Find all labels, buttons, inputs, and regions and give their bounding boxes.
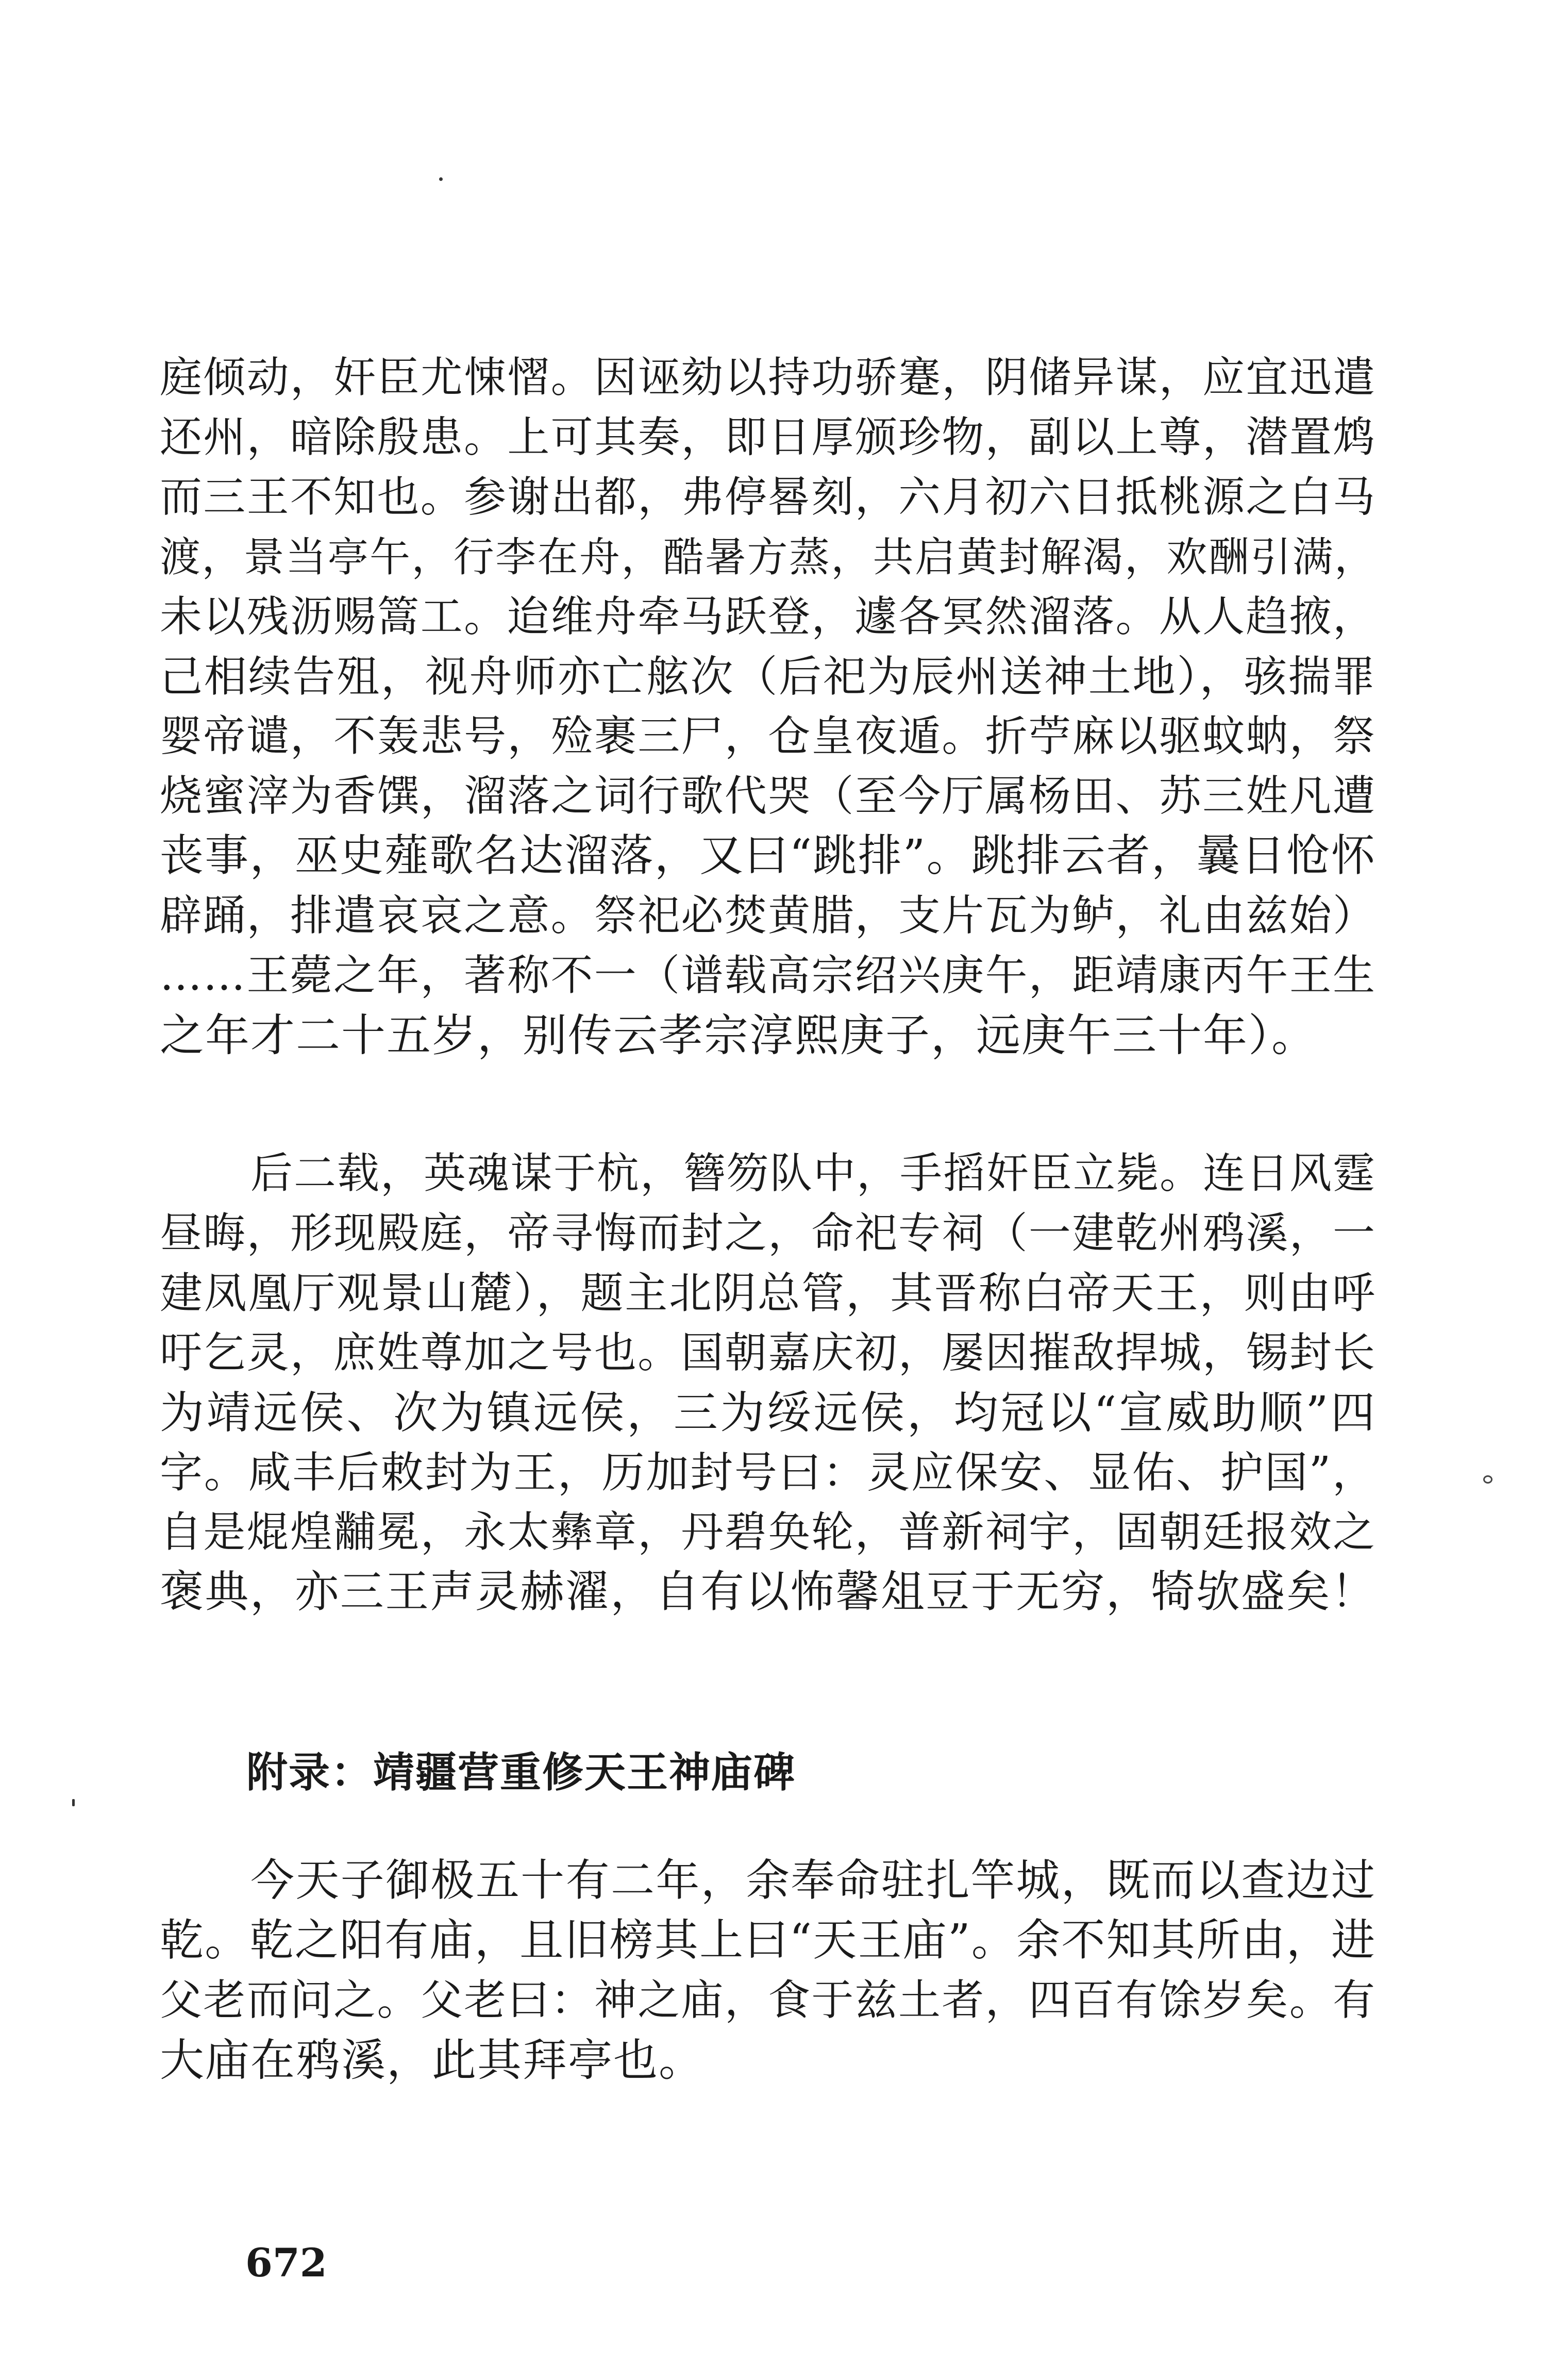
scan-speck xyxy=(72,1799,75,1806)
text-line: 渡，景当亭午，行李在舟，酷暑方蒸，共启黄封解渴，欢酬引满， xyxy=(160,534,1376,581)
text-line: 辟踊，排遣哀哀之意。祭祀必焚黄腊，支片瓦为鲈，礼由兹始） xyxy=(160,891,1376,940)
text-line: 未以残沥赐篙工。迨维舟牵马跃登，遽各冥然溜落。从人趋掖， xyxy=(160,592,1376,641)
text-line: 还州，暗除殷患。上可其奏，即日厚颁珍物，副以上尊，潜置鸩 xyxy=(160,413,1376,462)
text-line: 父老而问之。父老曰：神之庙，食于兹土者，四百有馀岁矣。有 xyxy=(160,1976,1376,2025)
text-line: 婴帝谴，不轰悲号，殓裹三尸，仓皇夜遁。折苧麻以驱蚊蚋，祭 xyxy=(160,712,1376,761)
text-line: 字。咸丰后敕封为王，历加封号曰：灵应保安、显佑、护国”， xyxy=(160,1447,1376,1497)
text-line: 褒典，亦三王声灵赫濯，自有以怖馨俎豆于无穷，犄欤盛矣！ xyxy=(160,1567,1376,1618)
page-number: 672 xyxy=(245,2240,327,2286)
text-line: 后二载，英魂谋于杭，簪笏队中，手搯奸臣立毙。连日风霆 xyxy=(250,1149,1377,1198)
text-line: 昼晦，形现殿庭，帝寻悔而封之，命祀专祠（一建乾州鸦溪，一 xyxy=(160,1209,1376,1258)
text-line: 之年才二十五岁，别传云孝宗淳熙庚子，远庚午三十年）。 xyxy=(160,1010,1317,1061)
text-line: 自是焜煌黼冕，永太彝章，丹碧奂轮，普新祠宇，固朝廷报效之 xyxy=(160,1508,1376,1557)
scan-speck xyxy=(439,177,443,181)
text-line: 乾。乾之阳有庙，且旧榜其上曰“天王庙”。余不知其所由，进 xyxy=(160,1915,1376,1966)
appendix-title: 附录：靖疆营重修天王神庙碑 xyxy=(246,1749,796,1796)
scan-speck xyxy=(1483,1475,1492,1484)
text-line: 烧蜜滓为香馔，溜落之词行歌代哭（至今厅属杨田、苏三姓凡遭 xyxy=(160,772,1376,821)
text-line: ……王薨之年，著称不一（谱载高宗绍兴庚午，距靖康丙午王生 xyxy=(160,951,1376,1000)
text-line: 大庙在鸦溪，此其拜亭也。 xyxy=(160,2035,704,2086)
text-line: 而三王不知也。参谢出都，弗停晷刻，六月初六日抵桃源之白马 xyxy=(160,473,1376,522)
text-line: 为靖远侯、次为镇远侯，三为绥远侯，均冠以“宣威助顺”四 xyxy=(160,1387,1376,1439)
text-line: 今天子御极五十有二年，余奉命驻扎竿城，既而以查边过 xyxy=(250,1855,1376,1906)
text-line: 己相续告殂，视舟师亦亡舷次（后祀为辰州送神土地），骇揣罪 xyxy=(160,652,1376,702)
text-line: 吁乞灵，庶姓尊加之号也。国朝嘉庆初，屡因摧敌捍城，锡封长 xyxy=(160,1328,1376,1377)
text-line: 丧事，巫史薤歌名达溜落，又曰“跳排”。跳排云者，曩日怆怀 xyxy=(160,830,1376,881)
text-line: 庭倾动，奸臣尤悚慴。因诬劾以持功骄蹇，阴储异谋，应宜迅遣 xyxy=(160,353,1376,402)
text-line: 建凤凰厅观景山麓），题主北阴总管，其晋称白帝天王，则由呼 xyxy=(160,1268,1376,1318)
